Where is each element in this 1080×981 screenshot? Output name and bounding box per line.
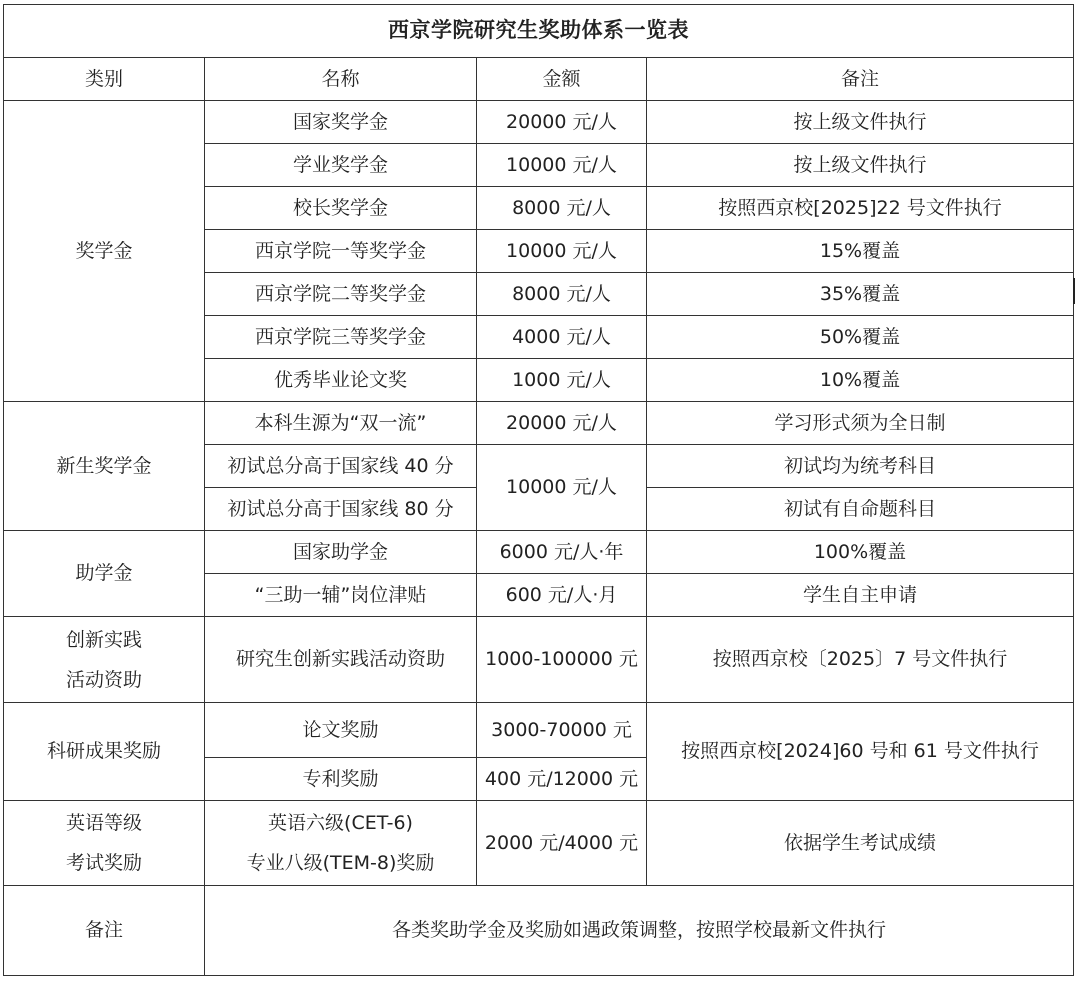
amount-cell: 20000 元/人 [477, 402, 647, 445]
name-cell: 初试总分高于国家线 40 分 [205, 445, 477, 488]
note-cell: 按照西京校〔2025〕7 号文件执行 [647, 617, 1074, 703]
category-english [4, 801, 205, 886]
amount-cell: 6000 元/人·年 [477, 531, 647, 574]
amount-cell: 1000-100000 元 [477, 617, 647, 703]
amount-cell: 600 元/人·月 [477, 574, 647, 617]
header-name: 名称 [205, 58, 477, 101]
name-cell: 校长奖学金 [205, 187, 477, 230]
category-line: 考试奖励 [65, 852, 142, 874]
amount-cell: 3000-70000 元 [477, 703, 647, 758]
note-cell: 按照西京校[2024]60 号和 61 号文件执行 [647, 703, 1074, 801]
amount-cell: 8000 元/人 [477, 187, 647, 230]
note-cell: 按上级文件执行 [647, 144, 1074, 187]
table-row [4, 617, 1074, 703]
note-cell: 依据学生考试成绩 [647, 801, 1074, 886]
header-row [4, 58, 1074, 101]
name-cell: 优秀毕业论文奖 [205, 359, 477, 402]
category-innovation [4, 617, 205, 703]
amount-cell: 4000 元/人 [477, 316, 647, 359]
table-title: 西京学院研究生奖助体系一览表 [4, 5, 1074, 58]
award-table [3, 4, 1074, 976]
table-row [4, 402, 1074, 445]
note-cell: 15%覆盖 [647, 230, 1074, 273]
name-cell: “三助一辅”岗位津贴 [205, 574, 477, 617]
name-cell: 西京学院二等奖学金 [205, 273, 477, 316]
note-cell: 初试均为统考科目 [647, 445, 1074, 488]
header-category: 类别 [4, 58, 205, 101]
title-row [4, 5, 1074, 58]
name-cell: 国家奖学金 [205, 101, 477, 144]
amount-cell: 10000 元/人 [477, 144, 647, 187]
note-cell: 按照西京校[2025]22 号文件执行 [647, 187, 1074, 230]
header-note: 备注 [647, 58, 1074, 101]
name-cell: 初试总分高于国家线 80 分 [205, 488, 477, 531]
remark-row [4, 886, 1074, 976]
note-cell: 初试有自命题科目 [647, 488, 1074, 531]
amount-cell: 1000 元/人 [477, 359, 647, 402]
note-cell: 学习形式须为全日制 [647, 402, 1074, 445]
header-amount: 金额 [477, 58, 647, 101]
note-cell: 35%覆盖 [647, 273, 1074, 316]
amount-cell: 10000 元/人 [477, 445, 647, 531]
table-row [4, 703, 1074, 758]
name-cell: 国家助学金 [205, 531, 477, 574]
category-line: 创新实践 [65, 628, 142, 651]
table-row [4, 531, 1074, 574]
category-line: 英语等级 [65, 812, 142, 834]
table-container [3, 4, 1074, 976]
name-cell: 本科生源为“双一流” [205, 402, 477, 445]
table-row [4, 101, 1074, 144]
name-cell [205, 801, 477, 886]
amount-cell: 2000 元/4000 元 [477, 801, 647, 886]
note-cell: 50%覆盖 [647, 316, 1074, 359]
category-grant: 助学金 [4, 531, 205, 617]
amount-cell: 10000 元/人 [477, 230, 647, 273]
remark-label: 备注 [4, 886, 205, 976]
name-cell: 论文奖励 [205, 703, 477, 758]
category-scholarship: 奖学金 [4, 101, 205, 402]
note-cell: 10%覆盖 [647, 359, 1074, 402]
amount-cell: 8000 元/人 [477, 273, 647, 316]
amount-cell: 20000 元/人 [477, 101, 647, 144]
name-cell: 学业奖学金 [205, 144, 477, 187]
note-cell: 按上级文件执行 [647, 101, 1074, 144]
category-research: 科研成果奖励 [4, 703, 205, 801]
text-cursor-mark [1073, 278, 1075, 304]
name-line: 英语六级(CET-6) [268, 812, 413, 834]
amount-cell: 400 元/12000 元 [477, 758, 647, 801]
note-cell: 100%覆盖 [647, 531, 1074, 574]
name-cell: 专利奖励 [205, 758, 477, 801]
category-line: 活动资助 [65, 668, 142, 691]
name-cell: 西京学院一等奖学金 [205, 230, 477, 273]
table-row [4, 801, 1074, 886]
remark-text: 各类奖助学金及奖励如遇政策调整，按照学校最新文件执行 [205, 886, 1074, 976]
category-freshman: 新生奖学金 [4, 402, 205, 531]
name-cell: 研究生创新实践活动资助 [205, 617, 477, 703]
note-cell: 学生自主申请 [647, 574, 1074, 617]
name-cell: 西京学院三等奖学金 [205, 316, 477, 359]
name-line: 专业八级(TEM-8)奖励 [246, 852, 435, 874]
